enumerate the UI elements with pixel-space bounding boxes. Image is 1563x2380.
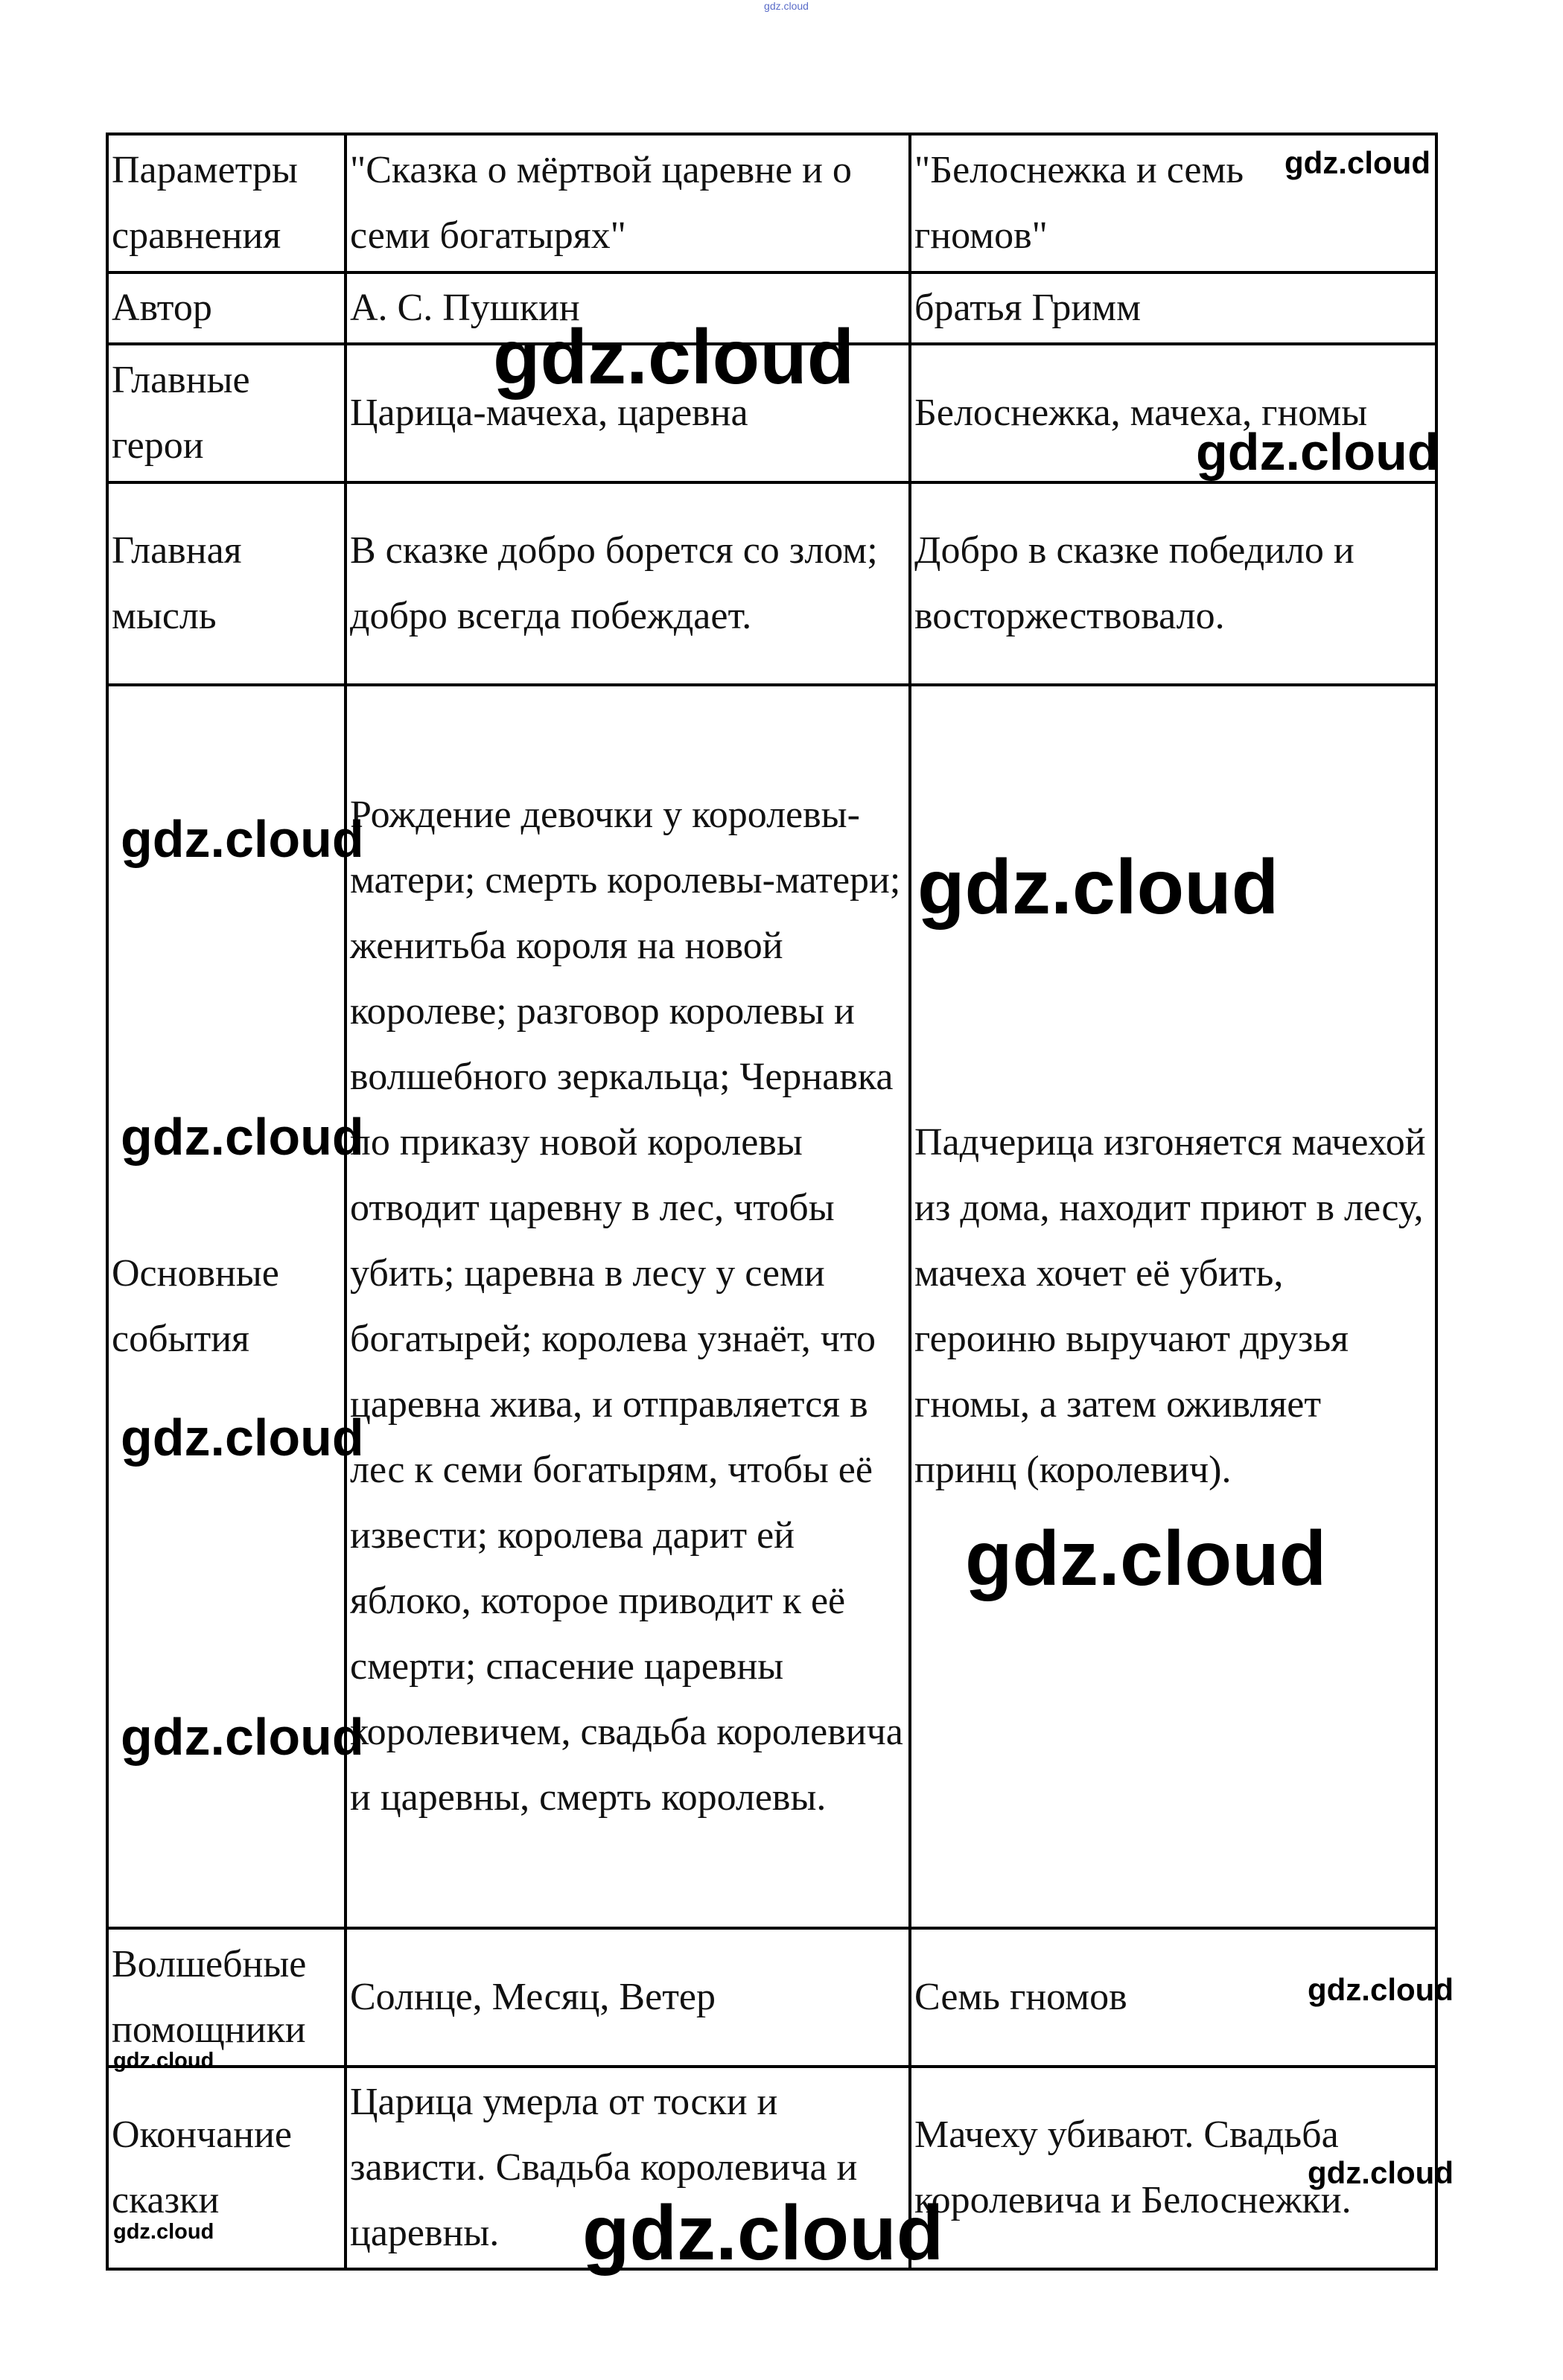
header-grimm-tale: "Белоснежка и семь гномов" [910,134,1436,272]
pushkin-cell: Рождение девочки у королевы-матери; смерть королевы-матери; женитьба короля на новой королеве; разговор королевы и волшебного зеркальца; Чернавка по приказу новой королевы отводит царевну в лес, чтобы убить; царевна в лесу у семи богатырей; королева узнаёт, что царевна жива, и отправляется в лес к семи богатырям, чтобы её извести; королева дарит ей яблоко, которое приводит к её смерти; спасение царевны королевичем, свадьба королевича и царевны, смерть королевы. [346,685,910,1928]
grimm-cell: Падчерица изгоняется мачехой из дома, находит приют в лесу, мачеха хочет её убить, героиню выручают друзья гномы, а затем оживляет принц (королевич). [910,685,1436,1928]
pushkin-cell: В сказке добро борется со злом; добро всегда побеждает. [346,482,910,685]
watermark: gdz.cloud [1196,423,1439,481]
param-cell: Главные герои [107,344,346,482]
pushkin-cell: Солнце, Месяц, Ветер [346,1928,910,2067]
watermark: gdz.cloud [121,810,364,868]
watermark: gdz.cloud [121,1708,364,1766]
header-parameters: Параметры сравнения [107,134,346,272]
param-cell: Автор [107,272,346,344]
param-cell: Волшебные помощники [107,1928,346,2067]
watermark: gdz.cloud [113,2220,214,2244]
table-header-row [107,134,1436,272]
pushkin-cell: Царица умерла от тоски и зависти. Свадьба королевича и царевны. [346,2067,910,2269]
table-row [107,1928,1436,2067]
grimm-cell: Мачеху убивают. Свадьба королевича и Белоснежки. [910,2067,1436,2269]
top-watermark: gdz.cloud [764,0,809,12]
table-row [107,482,1436,685]
grimm-cell: Семь гномов [910,1928,1436,2067]
watermark: gdz.cloud [582,2190,944,2277]
watermark: gdz.cloud [1308,2155,1454,2190]
watermark: gdz.cloud [121,1108,364,1166]
watermark: gdz.cloud [493,314,855,401]
pushkin-cell: А. С. Пушкин [346,272,910,344]
pushkin-cell: Царица-мачеха, царевна [346,344,910,482]
watermark: gdz.cloud [1285,145,1430,180]
grimm-cell: братья Гримм [910,272,1436,344]
watermark: gdz.cloud [917,844,1279,931]
watermark: gdz.cloud [965,1516,1327,1602]
param-cell: Окончание сказки [107,2067,346,2269]
watermark: gdz.cloud [121,1408,364,1467]
watermark: gdz.cloud [1308,1972,1454,2007]
param-cell: Основные события [107,685,346,1928]
grimm-cell: Белоснежка, мачеха, гномы [910,344,1436,482]
header-pushkin-tale: "Сказка о мёртвой царевне и о семи богатырях" [346,134,910,272]
watermark: gdz.cloud [113,2049,214,2073]
param-cell: Главная мысль [107,482,346,685]
grimm-cell: Добро в сказке победило и восторжествовало. [910,482,1436,685]
